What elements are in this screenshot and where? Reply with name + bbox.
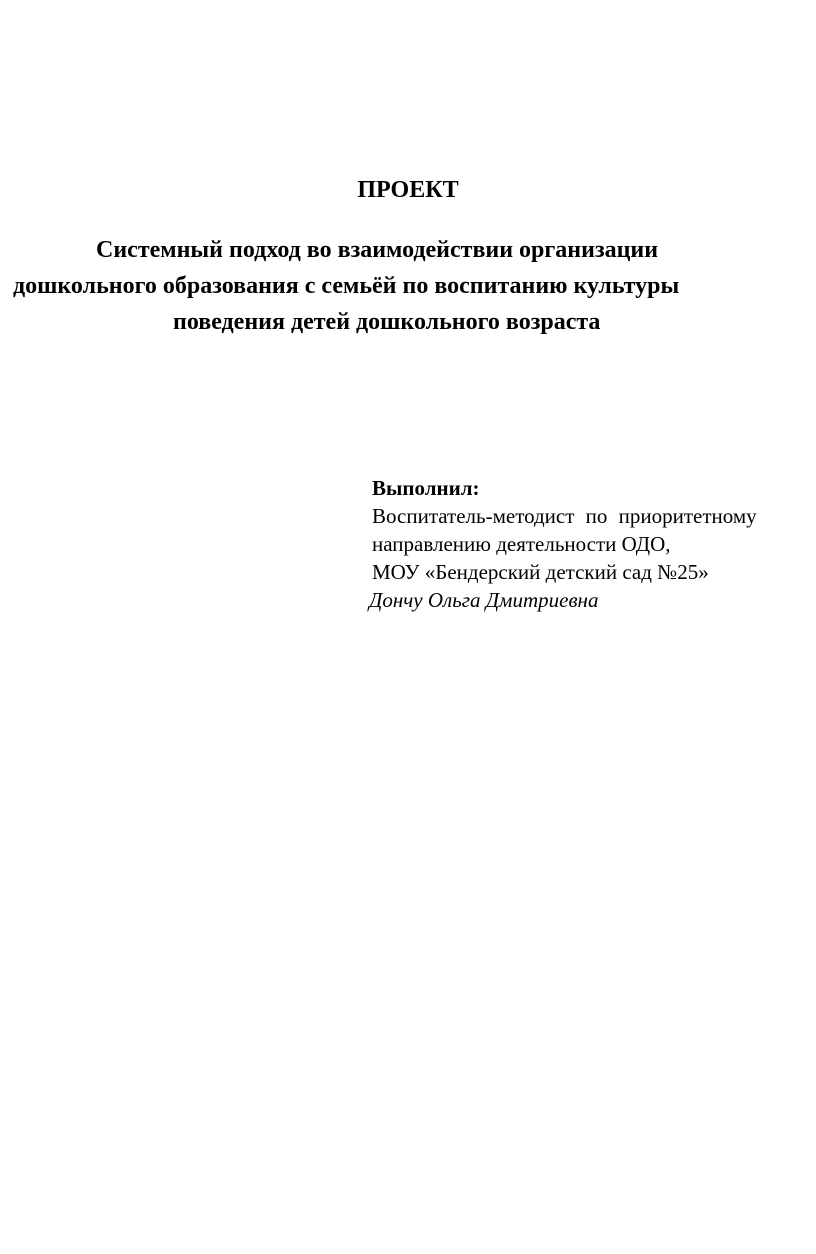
project-title-line-1: Системный подход во взаимодействии организации: [96, 237, 659, 263]
author-position-line-1: Воспитатель-методист по приоритетному: [372, 504, 757, 528]
author-position-line-3: МОУ «Бендерский детский сад №25»: [372, 560, 709, 584]
document-type-heading: ПРОЕКТ: [357, 177, 459, 203]
project-title-line-3: поведения детей дошкольного возраста: [173, 309, 601, 335]
author-position-line-2: направлению деятельности ОДО,: [372, 532, 671, 556]
author-heading: Выполнил:: [372, 476, 480, 500]
author-name: Дончу Ольга Дмитриевна: [369, 588, 599, 612]
project-title: [0, 232, 816, 340]
author-block: [369, 474, 816, 614]
project-title-line-2: дошкольного образования с семьёй по воспитанию культуры: [13, 273, 680, 299]
